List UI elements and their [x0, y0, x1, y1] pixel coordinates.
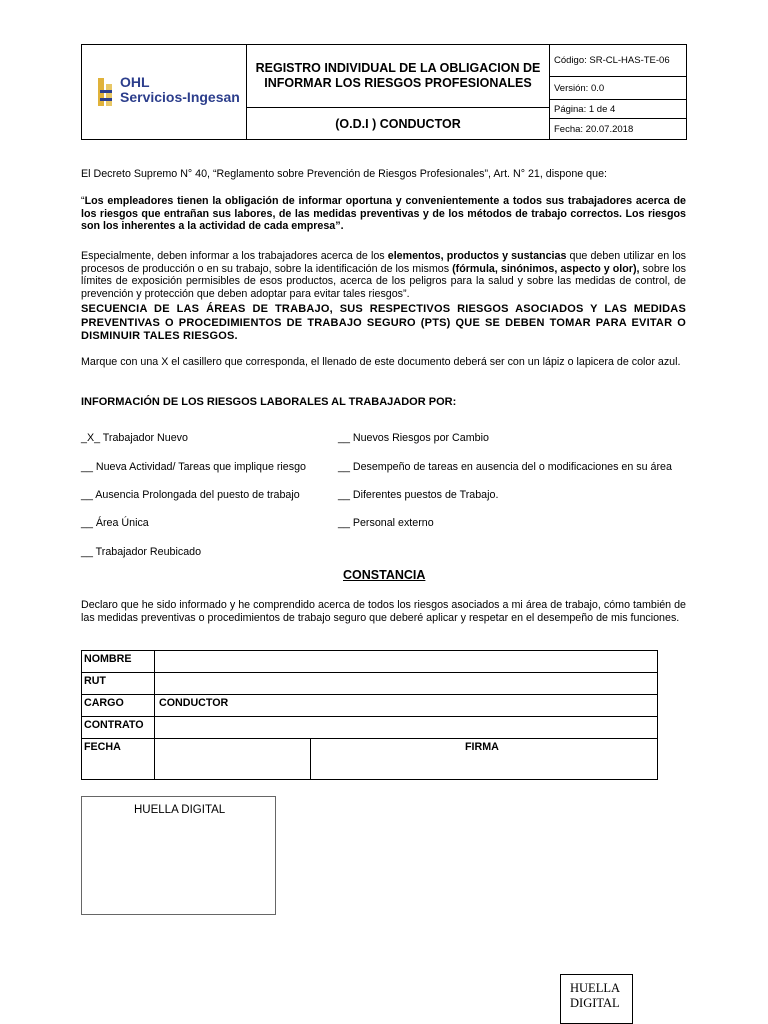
rut-label: RUT — [84, 675, 106, 687]
option-diferentes-puestos[interactable]: __ Diferentes puestos de Trabajo. — [338, 489, 499, 501]
option-trabajador-nuevo[interactable]: _X_ Trabajador Nuevo — [81, 432, 188, 444]
option-nuevos-riesgos[interactable]: __ Nuevos Riesgos por Cambio — [338, 432, 489, 444]
huella-small-line-1: HUELLA — [570, 981, 620, 995]
document-title — [247, 45, 550, 108]
cargo-value: CONDUCTOR — [159, 697, 229, 709]
pagina-cell: Página: 1 de 4 — [550, 101, 687, 119]
row-nombre — [82, 651, 657, 673]
fecha-cell: Fecha: 20.07.2018 — [554, 124, 634, 135]
esp-text-c: que deben utilizar en los procesos de producción o en su trabajo, sobre la identificación de los mismos — [81, 250, 687, 275]
document-header — [81, 44, 687, 140]
contrato-label: CONTRATO — [84, 719, 144, 731]
row-fecha-firma — [82, 739, 657, 779]
especialmente-paragraph — [81, 250, 686, 300]
cargo-label: CARGO — [84, 697, 124, 709]
quote-paragraph — [81, 195, 686, 233]
nombre-label: NOMBRE — [84, 653, 132, 665]
intro-paragraph: El Decreto Supremo N° 40, “Reglamento sobre Prevención de Riesgos Profesionales”, Art. N° 21, dispone que: — [81, 168, 607, 180]
huella-small-line-2: DIGITAL — [570, 996, 620, 1010]
quote-text: Los empleadores tienen la obligación de informar oportuna y convenientemente a todos sus trabajadores acerca de los riesgos que entrañan sus labores, de las medidas preventivas y de los métodos de trabajo correctos. Los riesgos son los inherentes a la actividad de cada empresa”. — [81, 195, 686, 233]
constancia-paragraph: Declaro que he sido informado y he comprendido acerca de todos los riesgos asociados a mi área de trabajo, cómo también de las medidas preventivas o procedimientos de trabajo seguro que deberé aplicar y respetar en el desempeño de mis funciones. — [81, 599, 686, 624]
ohl-logo-icon — [97, 76, 115, 108]
esp-text-e: sobre los límites de exposición permisibles de esos productos, acerca de los peligros para la salud y sobre las medidas de control, de prevención y protección que deben adoptar para evitar tales riesgos”. — [81, 262, 686, 300]
logo-line-1: OHL — [120, 74, 150, 90]
marque-paragraph: Marque con una X el casillero que corresponda, el llenado de este documento deberá ser con un lápiz o lapicera de color azul. — [81, 356, 681, 368]
option-area-unica[interactable]: __ Área Única — [81, 517, 149, 529]
codigo-cell: Código: SR-CL-HAS-TE-06 — [550, 45, 687, 77]
logo-line-2: Servicios-Ingesan — [120, 88, 240, 105]
huella-digital-box — [81, 796, 276, 915]
option-nueva-actividad[interactable]: __ Nueva Actividad/ Tareas que implique riesgo — [81, 461, 306, 473]
row-rut — [82, 673, 657, 695]
fecha-label: FECHA — [84, 741, 121, 753]
title-line-1: REGISTRO INDIVIDUAL DE LA OBLIGACION DE — [255, 61, 541, 75]
firma-label: FIRMA — [465, 741, 499, 753]
version-cell: Versión: 0.0 — [550, 78, 687, 100]
esp-text-b: elementos, productos y sustancias — [387, 250, 567, 262]
company-logo — [82, 45, 247, 139]
esp-text-a: Especialmente, deben informar a los trabajadores acerca de los — [81, 250, 388, 262]
odi-subtitle: (O.D.I ) CONDUCTOR — [247, 108, 550, 139]
option-ausencia-prolongada[interactable]: __ Ausencia Prolongada del puesto de trabajo — [81, 489, 300, 501]
row-cargo — [82, 695, 657, 717]
row-contrato — [82, 717, 657, 739]
option-desempeno-tareas[interactable]: __ Desempeño de tareas en ausencia del o modificaciones en su área — [338, 461, 672, 473]
esp-text-d: (fórmula, sinónimos, aspecto y olor), — [452, 262, 640, 275]
employee-form-table — [81, 650, 658, 780]
huella-digital-label: HUELLA DIGITAL — [134, 804, 226, 816]
option-trabajador-reubicado[interactable]: __ Trabajador Reubicado — [81, 546, 202, 558]
quote-open: “ — [81, 195, 85, 207]
constancia-heading: CONSTANCIA — [343, 568, 426, 582]
secuencia-paragraph: SECUENCIA DE LAS ÁREAS DE TRABAJO, SUS RESPECTIVOS RIESGOS ASOCIADOS Y LAS MEDIDAS PREVENTIVAS O PROCEDIMIENTOS DE TRABAJO SEGURO (PTS) QUE SE DEBEN TOMAR PARA EVITAR O DISMINUIR TALES RIESGOS. — [81, 303, 686, 342]
huella-digital-box-small — [560, 974, 633, 1024]
info-heading: INFORMACIÓN DE LOS RIESGOS LABORALES AL TRABAJADOR POR: — [81, 396, 457, 408]
option-personal-externo[interactable]: __ Personal externo — [338, 517, 434, 529]
logo-text — [120, 75, 240, 104]
title-line-2: INFORMAR LOS RIESGOS PROFESIONALES — [264, 76, 532, 90]
